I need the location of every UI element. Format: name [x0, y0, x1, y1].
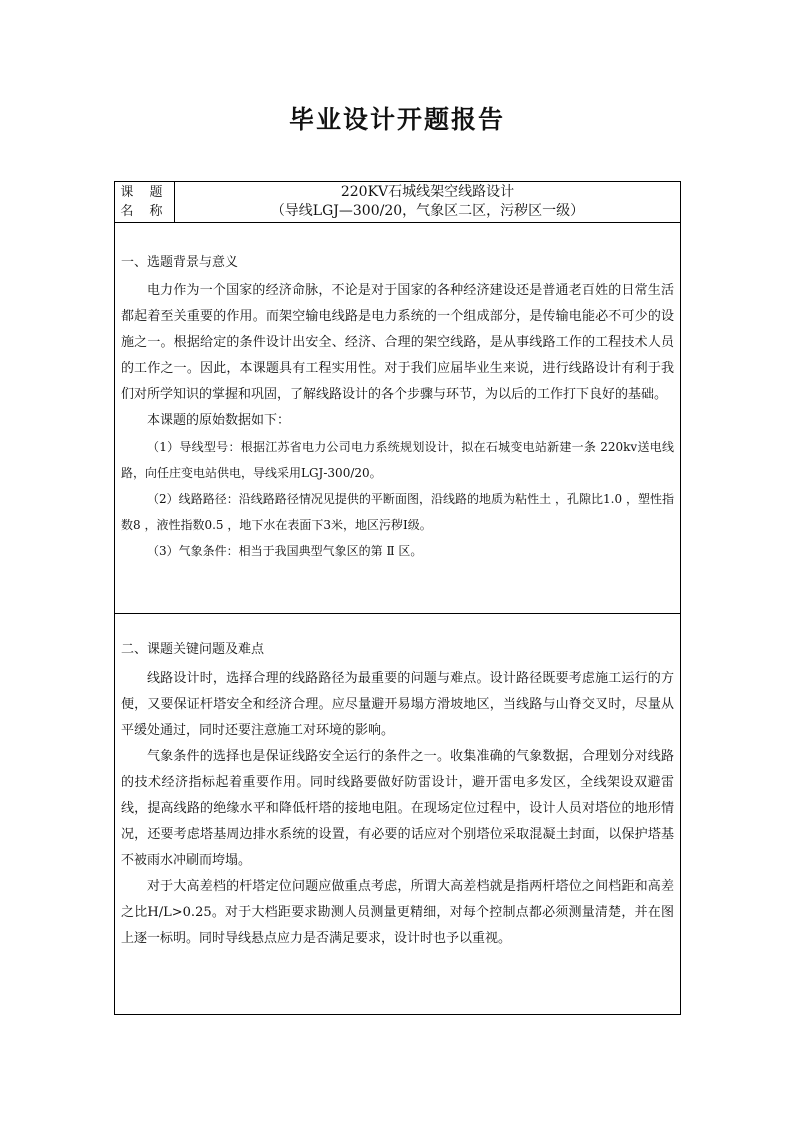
- section2-heading: 二、课题关键问题及难点: [121, 642, 265, 657]
- section1-paragraph: （2）线路路径：沿线路路径情况见提供的平断面图，沿线路的地质为粘性土 ，孔隙比1.0 ，塑性指数8 ，液性指数0.5 ，地下水在表面下3米，地区污秽Ⅰ级。: [121, 492, 674, 532]
- topic-title-line2: （导线LGJ—300/20，气象区二区，污秽区一级）: [270, 203, 585, 219]
- topic-label-line2: 名 称: [120, 204, 169, 219]
- topic-title-line1: 220KV石城线架空线路设计: [340, 184, 515, 200]
- section1-paragraph: （1）导线型号：根据江苏省电力公司电力系统规划设计，拟在石城变电站新建一条 220kv送电线路，向任庄变电站供电，导线采用LGJ-300/20。: [121, 440, 674, 480]
- section2-row: [115, 614, 681, 1015]
- section2-paragraph: 气象条件的选择也是保证线路安全运行的条件之一。收集准确的气象数据，合理划分对线路的技术经济指标起着重要作用。同时线路要做好防雷设计，避开雷电多发区，全线架设双避雷线，提高线路的绝缘水平和降低杆塔的接地电阻。在现场定位过程中，设计人员对塔位的地形情况，还要考虑塔基周边排水系统的设置，有必要的话应对个别塔位采取混凝土封面，以保护塔基不被雨水冲刷而垮塌。: [121, 749, 674, 868]
- section1-row: [115, 223, 681, 614]
- topic-label-line1: 课 题: [120, 185, 169, 200]
- section2-paragraph: 对于大高差档的杆塔定位问题应做重点考虑，所谓大高差档就是指两杆塔位之间档距和高差之比H/L>0.25。对于大档距要求勘测人员测量更精细，对每个控制点都必须测量清楚，并在图上逐一标明。同时导线悬点应力是否满足要求，设计时也予以重视。: [121, 879, 674, 946]
- section1-paragraph: （3）气象条件：相当于我国典型气象区的第 Ⅱ 区。: [147, 544, 423, 558]
- report-table: [114, 181, 681, 1015]
- section1-paragraph: 本课题的原始数据如下：: [147, 413, 291, 428]
- topic-label-cell: [115, 182, 175, 223]
- topic-row: [115, 182, 681, 223]
- section1-cell: [115, 223, 681, 614]
- section2-paragraph: 线路设计时，选择合理的线路路径为最重要的问题与难点。设计路径既要考虑施工运行的方便，又要保证杆塔安全和经济合理。应尽量避开易塌方滑坡地区，当线路与山脊交叉时，尽量从平缓处通过，同时还要注意施工对环境的影响。: [121, 671, 674, 738]
- topic-title-cell: [175, 182, 681, 223]
- section1-paragraph: 电力作为一个国家的经济命脉，不论是对于国家的各种经济建设还是普通老百姓的日常生活都起着至关重要的作用。而架空输电线路是电力系统的一个组成部分，是传输电能必不可少的设施之一。根据给定的条件设计出安全、经济、合理的架空线路，是从事线路工作的工程技术人员的工作之一。因此，本课题具有工程实用性。对于我们应届毕业生来说，进行线路设计有利于我们对所学知识的掌握和巩固，了解线路设计的各个步骤与环节，为以后的工作打下良好的基础。: [121, 283, 674, 402]
- section1-heading: 一、选题背景与意义: [121, 255, 239, 270]
- section2-cell: [115, 614, 681, 1015]
- page-title: 毕业设计开题报告: [288, 105, 505, 134]
